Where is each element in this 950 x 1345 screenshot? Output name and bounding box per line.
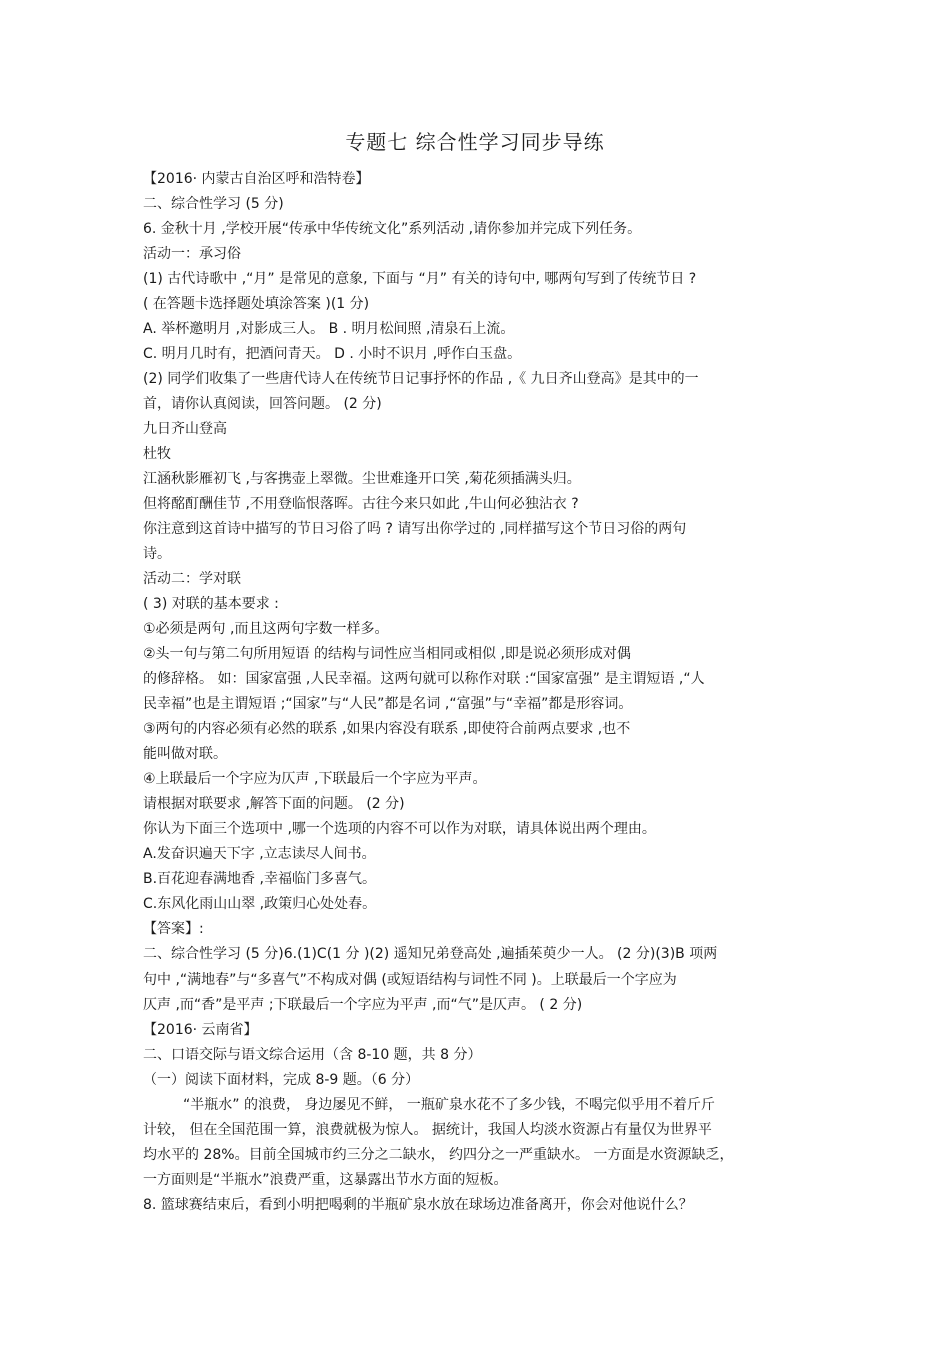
rule-item: ③两句的内容必须有必然的联系 ,如果内容没有联系 ,即使符合前两点要求 ,也不 [143, 721, 631, 738]
activity-heading: 活动一：承习俗 [143, 246, 241, 263]
question-text: 请根据对联要求 ,解答下面的问题。 (2 分) [143, 796, 405, 813]
material-text: 计较， 但在全国范围一算，浪费就极为惊人。 据统计，我国人均淡水资源占有量仅为世界平 [143, 1121, 712, 1138]
question-text: (1) 古代诗歌中 ,“月” 是常见的意象, 下面与 “月” 有关的诗句中, 哪两句写到了传统节日 ? [143, 271, 697, 288]
material-text: 一方面则是“半瓶水”浪费严重，这暴露出节水方面的短板。 [143, 1171, 508, 1188]
option-line: C.东风化雨山山翠 ,政策归心处处春。 [143, 896, 377, 913]
question-text: 首，请你认真阅读，回答问题。 (2 分) [143, 396, 382, 413]
poem-line: 江涵秋影雁初飞 ,与客携壶上翠微。尘世难逢开口笑 ,菊花须插满头归。 [143, 471, 581, 488]
question-text: ( 在答题卡选择题处填涂答案 )(1 分) [143, 296, 370, 313]
question-text: 6. 金秋十月 ,学校开展“传承中华传统文化”系列活动 ,请你参加并完成下列任务。 [143, 221, 642, 238]
page-title: 专题七 综合性学习同步导练 [345, 130, 605, 154]
material-text: “半瓶水” 的浪费， 身边屡见不鲜， 一瓶矿泉水花不了多少钱，不喝完似乎用不着斤斤 [183, 1096, 715, 1113]
answer-text: 仄声 ,而“香”是平声 ;下联最后一个字应为平声 ,而“气”是仄声。 ( 2 分) [143, 996, 583, 1013]
answer-text: 二、综合性学习 (5 分)6.(1)C(1 分 )(2) 遥知兄弟登高处 ,遍插茱萸少一人。 (2 分)(3)B 项两 [143, 946, 718, 963]
option-line: B.百花迎春满地香 ,幸福临门多喜气。 [143, 871, 376, 888]
question-text: ( 3) 对联的基本要求 : [143, 596, 279, 613]
rule-item: ①必须是两句 ,而且这两句字数一样多。 [143, 621, 389, 638]
section-heading: 【2016· 内蒙古自治区呼和浩特卷】 [143, 171, 370, 187]
option-line: C. 明月几时有，把酒问青天。 D . 小时不识月 ,呼作白玉盘。 [143, 346, 522, 363]
rule-item: 能叫做对联。 [143, 746, 227, 763]
rule-item: 的修辞格。 如：国家富强 ,人民幸福。这两句就可以称作对联 :“国家富强” 是主谓短语 ,“人 [143, 671, 705, 688]
rule-item: ④上联最后一个字应为仄声 ,下联最后一个字应为平声。 [143, 771, 487, 788]
poem-title: 九日齐山登高 [143, 421, 227, 438]
section-title: 二、综合性学习 (5 分) [143, 196, 284, 213]
poem-line: 但将酩酊酬佳节 ,不用登临恨落晖。古往今来只如此 ,牛山何必独沾衣 ? [143, 496, 579, 513]
section-title: （一）阅读下面材料，完成 8-9 题。（6 分） [143, 1071, 420, 1088]
activity-heading: 活动二：学对联 [143, 571, 241, 588]
document-body [143, 167, 813, 1218]
question-text: 你认为下面三个选项中 ,哪一个选项的内容不可以作为对联，请具体说出两个理由。 [143, 821, 656, 838]
section-title: 二、口语交际与语文综合运用（含 8-10 题，共 8 分） [143, 1046, 482, 1063]
section-heading: 【2016· 云南省】 [143, 1021, 258, 1038]
option-line: A.发奋识遍天下字 ,立志读尽人间书。 [143, 846, 376, 863]
option-line: A. 举杯邀明月 ,对影成三人。 B . 明月松间照 ,清泉石上流。 [143, 321, 515, 338]
rule-item: ②头一句与第二句所用短语 的结构与词性应当相同或相似 ,即是说必须形成对偶 [143, 646, 631, 663]
question-text: 诗。 [143, 546, 171, 563]
material-text: 均水平的 28%。目前全国城市约三分之二缺水， 约四分之一严重缺水。 一方面是水资源缺乏， [143, 1146, 734, 1163]
question-text: (2) 同学们收集了一些唐代诗人在传统节日记事抒怀的作品 ,《 九日齐山登高》是其中的一 [143, 371, 699, 388]
question-text: 8. 篮球赛结束后，看到小明把喝剩的半瓶矿泉水放在球场边准备离开，你会对他说什么？ [143, 1196, 693, 1213]
question-text: 你注意到这首诗中描写的节日习俗了吗 ? 请写出你学过的 ,同样描写这个节日习俗的两句 [143, 521, 687, 538]
rule-item: 民幸福”也是主谓短语 ;“国家”与“人民”都是名词 ,“富强”与“幸福”都是形容词。 [143, 696, 633, 713]
answer-heading: 【答案】: [143, 921, 204, 938]
poem-author: 杜牧 [143, 446, 171, 463]
answer-text: 句中 ,“满地春”与“多喜气”不构成对偶 (或短语结构与词性不同 )。上联最后一个字应为 [143, 971, 677, 988]
